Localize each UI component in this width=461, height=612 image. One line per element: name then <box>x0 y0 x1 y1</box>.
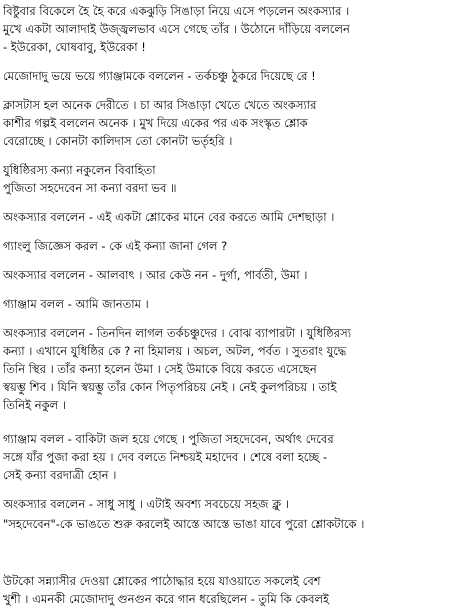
text-line: অংকস্যার বললেন - তিনদিন লাগল তর্কচঞ্চুদের । বোঝ ব্যাপারটা । যুধিষ্ঠিরস্য <box>3 326 352 340</box>
text-line: বিষ্টুবার বিকেলে হৈ হৈ করে একঝুড়ি সিঙাড়া নিয়ে এসে পড়লেন অংকস্যার । <box>3 4 350 18</box>
text-line: কন্যা । এখানে যুধিষ্ঠির কে ? না হিমালয় । অচল, অটল, পর্বত । সুতরাং যুদ্ধে <box>3 344 347 358</box>
text-line: তিনি স্থির । তাঁর কন্যা হলেন উমা । সেই উমাকে বিয়ে করতে এসেছেন <box>3 362 317 376</box>
text-line: অংকস্যার বললেন - সাধু সাধু । এটাই অবশ্য সবচেয়ে সহজ ক্লু । <box>3 497 289 511</box>
text-line: সঙ্গে যাঁর পুজা করা হয় । দেব বলতে নিশ্চয়ই মহাদেব । শেষে বলা হচ্ছে - <box>3 450 328 464</box>
text-line: - ইউরেকা, ঘোষবাবু, ইউরেকা ! <box>3 40 146 54</box>
text-line: বেরোচ্ছে । কোনটা কালিদাস তো কোনটা ভর্তৃহরি । <box>3 134 233 148</box>
text-line: গ্যাঞ্জাম বলল - বাকিটা জল হয়ে গেছে । পুজিতা সহদেবেন, অর্থাৎ দেবের <box>3 432 334 446</box>
text-line: তিনিই নকুল । <box>3 398 66 412</box>
text-line: গ্যাংলু জিজ্ঞেস করল - কে এই কন্যা জানা গেল ? <box>3 239 228 253</box>
text-line: "সহদেবেন"-কে ভাঙতে শুরু করলেই আস্তে আস্তে ভাঙা যাবে পুরো শ্লোকটাকে । <box>3 517 365 531</box>
text-line: অংকস্যার বললেন - এই একটা শ্লোকের মানে বের করতে আমি দেশছাড়া । <box>3 210 335 224</box>
text-line: যুধিষ্ঠিরস্য কন্যা নকুলেন বিবাহিতা <box>3 163 156 177</box>
text-line: উটকো সন্ন্যাসীর দেওয়া শ্লোকের পাঠোদ্ধার হয়ে যাওয়াতে সকলেই বেশ <box>3 574 321 588</box>
text-line: স্বয়ম্ভু শিব । যিনি স্বয়ম্ভু তাঁর কোন পিতৃপরিচয় নেই । নেই কুলপরিচয় । তাই <box>3 380 337 394</box>
text-line: পুজিতা সহদেবেন সা কন্যা বরদা ভব ॥ <box>3 181 177 195</box>
text-line: মুখে একটা আলাদাই উজ্জ্বলভাব এসে গেছে তাঁর । উঠোনে দাঁড়িয়ে বললেন <box>3 22 350 36</box>
text-line: কাশীর গল্পই বললেন অনেক । মুখ দিয়ে একের পর এক সংস্কৃত শ্লোক <box>3 116 308 130</box>
story-text-page <box>3 0 459 612</box>
text-line: খুশী । এমনকী মেজোদাদু গুনগুন করে গান ধরেছিলেন - তুমি কি কেবলই <box>3 592 330 606</box>
text-line: সেই কন্যা বরদাত্রী হোন । <box>3 468 117 482</box>
text-line: ক্লাসটাস হল অনেক দেরীতে । চা আর সিঙাড়া খেতে খেতে অংকস্যার <box>3 98 317 112</box>
text-line: মেজোদাদু ভয়ে ভয়ে গ্যাঞ্জামকে বললেন - তর্কচঞ্চু ঠুকরে দিয়েছে রে ! <box>3 69 316 83</box>
text-line: গ্যাঞ্জাম বলল - আমি জানতাম । <box>3 297 149 311</box>
text-line: অংকস্যার বললেন - আলবাৎ । আর কেউ নন - দুর্গা, পার্বতী, উমা । <box>3 268 308 282</box>
